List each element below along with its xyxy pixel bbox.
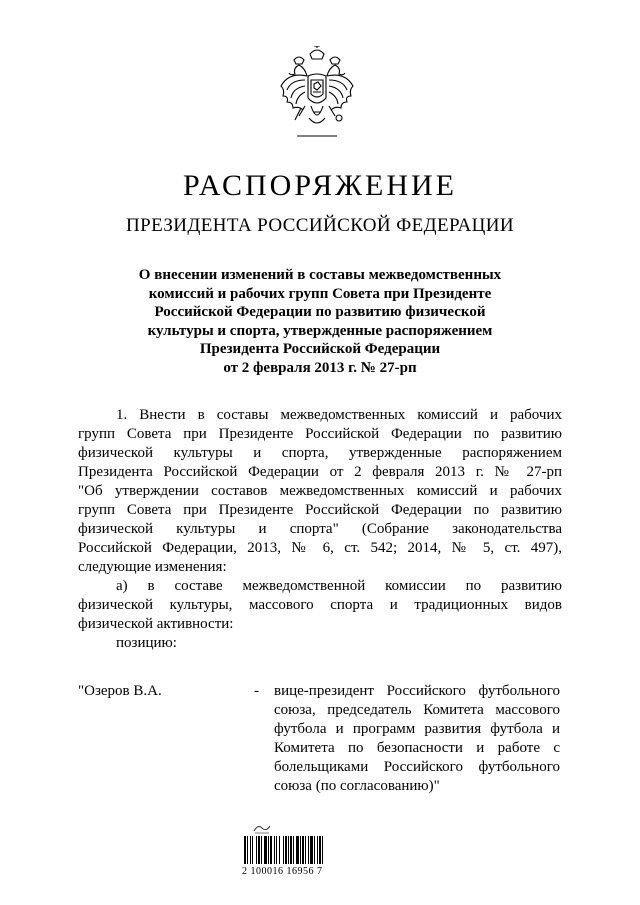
heading-line: О внесении изменений в составы межведомственных <box>138 267 502 283</box>
position-dash: - <box>254 683 259 699</box>
body-line: групп Совета при Президенте Российской Федерации по развитию <box>78 426 562 442</box>
position-description-line: футбола и программ развития футбола и <box>274 721 560 737</box>
body-line: 1. Внести в составы межведомственных комиссий и рабочих <box>116 407 562 423</box>
barcode-icon <box>244 836 348 864</box>
position-description-line: союза (по согласованию)" <box>274 778 440 794</box>
body-line: позицию: <box>116 635 177 651</box>
coat-of-arms-icon <box>277 46 357 146</box>
registration-mark-icon <box>252 822 272 834</box>
body-line: групп Совета при Президенте Российской Федерации по развитию <box>78 502 562 518</box>
document-title: РАСПОРЯЖЕНИЕ <box>182 169 458 202</box>
body-line: физической культуры и спорта" (Собрание законодательства <box>78 521 562 537</box>
document-heading <box>60 266 580 378</box>
heading-line: комиссий и рабочих групп Совета при Президенте <box>148 285 492 302</box>
document-subtitle: ПРЕЗИДЕНТА РОССИЙСКОЙ ФЕДЕРАЦИИ <box>126 215 514 236</box>
barcode-number: 2 100016 16956 7 <box>242 866 323 877</box>
position-description-line: болельщиками Российского футбольного <box>274 759 560 775</box>
position-description-line: вице-президент Российского футбольного <box>274 683 560 699</box>
body-line: следующие изменения: <box>78 559 227 575</box>
heading-line: Президента Российской Федерации <box>199 341 441 358</box>
heading-line: от 2 февраля 2013 г. № 27-рп <box>223 359 417 376</box>
barcode-block <box>242 822 352 882</box>
position-description <box>274 682 560 796</box>
position-name: "Озеров В.А. <box>78 683 162 699</box>
heading-line: Российской Федерации по развитию физической <box>154 304 486 321</box>
position-description-line: союза, председатель Комитета массового <box>274 702 560 718</box>
body-line: Российской Федерации, 2013, № 6, ст. 542; 2014, № 5, ст. 497), <box>78 540 562 556</box>
heading-line: культуры и спорта, утвержденные распоряжением <box>147 322 493 339</box>
body-line: физической активности: <box>78 616 234 632</box>
position-description-line: Комитета по безопасности и работе с <box>274 740 560 756</box>
body-line: физической культуры, массового спорта и традиционных видов <box>78 597 562 613</box>
body-line: Президента Российской Федерации от 2 февраля 2013 г. № 27-рп <box>78 464 562 480</box>
body-line: физической культуры и спорта, утвержденные распоряжением <box>78 445 562 461</box>
body-line: а) в составе межведомственной комиссии по развитию <box>116 578 562 594</box>
document-body <box>78 406 562 653</box>
body-line: "Об утверждении составов межведомственных комиссий и рабочих <box>78 483 562 499</box>
